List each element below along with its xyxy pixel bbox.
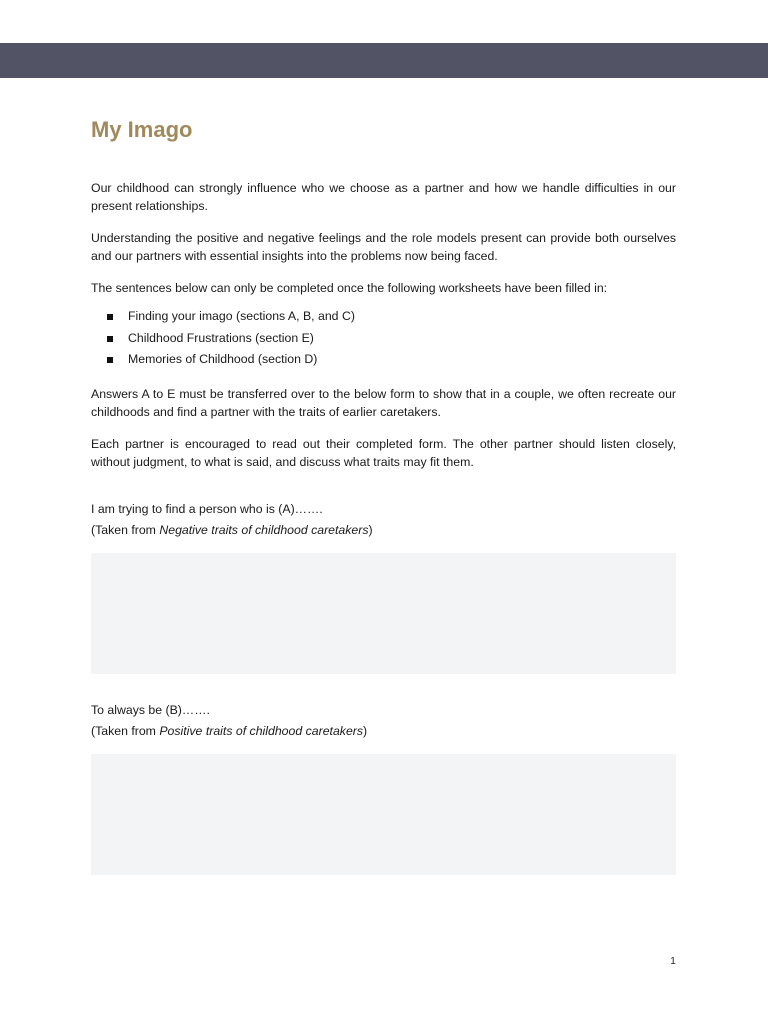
worksheets-intro-paragraph: The sentences below can only be completed once the following worksheets have been filled in: xyxy=(91,281,608,295)
list-item xyxy=(91,349,676,371)
source-suffix: ) xyxy=(363,723,368,738)
prompt-a-source xyxy=(91,520,676,541)
list-item xyxy=(91,306,676,328)
list-item xyxy=(91,328,676,350)
square-bullet-icon xyxy=(107,314,113,320)
source-title: Negative traits of childhood caretakers xyxy=(159,522,369,537)
list-item-label: Childhood Frustrations (section E) xyxy=(128,330,314,345)
understanding-paragraph: Understanding the positive and negative feelings and the role models present can provide both ourselves and our partners with essential insights into the problems now being faced. xyxy=(91,231,676,263)
worksheet-list xyxy=(91,306,676,371)
source-suffix: ) xyxy=(368,522,373,537)
read-out-paragraph: Each partner is encouraged to read out their completed form. The other partner should listen closely, without judgment, to what is said, and discuss what traits may fit them. xyxy=(91,436,676,469)
page-number: 1 xyxy=(670,956,676,967)
prompt-b-label: To always be (B)……. xyxy=(91,702,210,717)
form-section-a xyxy=(91,499,676,674)
prompt-a-label: I am trying to find a person who is (A)……. xyxy=(91,501,323,516)
source-prefix: (Taken from xyxy=(91,723,160,738)
square-bullet-icon xyxy=(107,336,113,342)
source-prefix: (Taken from xyxy=(91,522,160,537)
answer-a-field[interactable] xyxy=(91,553,676,674)
square-bullet-icon xyxy=(107,357,113,363)
transfer-paragraph: Answers A to E must be transferred over to the below form to show that in a couple, we often recreate our childhoods and find a partner with the traits of earlier caretakers. xyxy=(91,386,676,419)
document-body xyxy=(91,114,676,875)
prompt-b-source xyxy=(91,721,676,742)
list-item-label: Finding your imago (sections A, B, and C) xyxy=(128,309,355,323)
form-section-b xyxy=(91,700,676,875)
header-band xyxy=(0,43,768,78)
list-item-label: Memories of Childhood (section D) xyxy=(128,352,318,366)
source-title: Positive traits of childhood caretakers xyxy=(159,723,364,738)
answer-b-field[interactable] xyxy=(91,754,676,875)
intro-paragraph: Our childhood can strongly influence who we choose as a partner and how we handle difficulties in our present relationships. xyxy=(91,181,676,213)
page-title: My Imago xyxy=(91,117,193,142)
